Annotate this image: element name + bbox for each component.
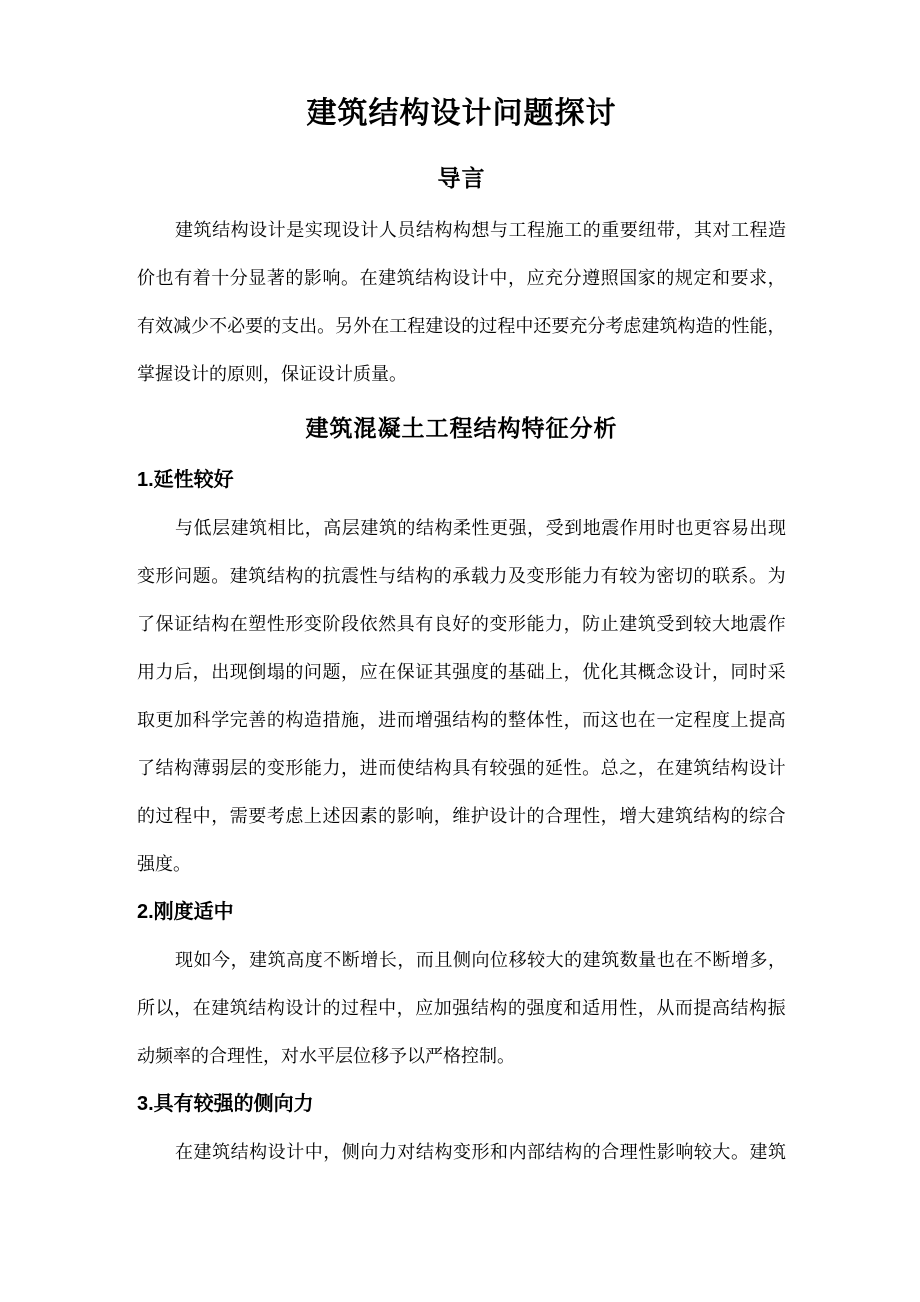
paragraph-line: 的 过 程 中 ， 需 要 考 虑 上 述 因 素 的 影 响 ， 维 护 设 计 的 合 理 性 ， 增 大 建 筑 结 构 的 综 合 (137, 806, 786, 826)
intro-paragraph (137, 206, 786, 398)
subsection-heading-2: 2.刚度适中 (137, 901, 234, 923)
paragraph-line: 动频率的合理性，对水平层位移予以严格控制。 (137, 1046, 515, 1066)
subsection-3-paragraph (137, 1128, 786, 1176)
subsection-2-paragraph (137, 936, 786, 1080)
paragraph-line: 与 低 层 建 筑 相 比 ， 高 层 建 筑 的 结 构 柔 性 更 强 ， 受 到 地 震 作 用 时 也 更 容 易 出 现 (175, 518, 786, 538)
paragraph-line: 价 也 有 着 十 分 显 著 的 影 响 。 在 建 筑 结 构 设 计 中 ， 应 充 分 遵 照 国 家 的 规 定 和 要 求 ， (137, 268, 786, 288)
paragraph-line: 在 建 筑 结 构 设 计 中 ， 侧 向 力 对 结 构 变 形 和 内 部 结 构 的 合 理 性 影 响 较 大 。 建 筑 (175, 1142, 786, 1162)
paragraph-line: 取 更 加 科 学 完 善 的 构 造 措 施 ， 进 而 增 强 结 构 的 整 体 性 ， 而 这 也 在 一 定 程 度 上 提 高 (137, 710, 786, 730)
intro-heading: 导言 (437, 165, 486, 191)
paragraph-line: 了 结 构 薄 弱 层 的 变 形 能 力 ， 进 而 使 结 构 具 有 较 强 的 延 性 。 总 之 ， 在 建 筑 结 构 设 计 (137, 758, 786, 778)
paragraph-line: 有 效 减 少 不 必 要 的 支 出 。 另 外 在 工 程 建 设 的 过 程 中 还 要 充 分 考 虑 建 筑 构 造 的 性 能 ， (137, 316, 786, 336)
document-title: 建筑结构设计问题探讨 (306, 97, 617, 130)
paragraph-line: 所 以 ， 在 建 筑 结 构 设 计 的 过 程 中 ， 应 加 强 结 构 的 强 度 和 适 用 性 ， 从 而 提 高 结 构 振 (137, 998, 786, 1018)
section-heading: 建筑混凝土工程结构特征分析 (305, 415, 618, 441)
paragraph-line: 变 形 问 题 。 建 筑 结 构 的 抗 震 性 与 结 构 的 承 载 力 及 变 形 能 力 有 较 为 密 切 的 联 系 。 为 (137, 566, 786, 586)
subsection-heading-1: 1.延性较好 (137, 469, 234, 491)
paragraph-line: 用 力 后 ， 出 现 倒 塌 的 问 题 ， 应 在 保 证 其 强 度 的 基 础 上 ， 优 化 其 概 念 设 计 ， 同 时 采 (137, 662, 786, 682)
paragraph-line: 建 筑 结 构 设 计 是 实 现 设 计 人 员 结 构 构 想 与 工 程 施 工 的 重 要 纽 带 ， 其 对 工 程 造 (175, 220, 786, 240)
paragraph-line: 掌握设计的原则，保证设计质量。 (137, 364, 407, 384)
paragraph-line: 现 如 今 ， 建 筑 高 度 不 断 增 长 ， 而 且 侧 向 位 移 较 大 的 建 筑 数 量 也 在 不 断 增 多 ， (175, 950, 786, 970)
subsection-1-paragraph (137, 504, 786, 888)
paragraph-line: 了 保 证 结 构 在 塑 性 形 变 阶 段 依 然 具 有 良 好 的 变 形 能 力 ， 防 止 建 筑 受 到 较 大 地 震 作 (137, 614, 786, 634)
subsection-heading-3: 3.具有较强的侧向力 (137, 1093, 314, 1115)
paragraph-line: 强度。 (137, 854, 191, 874)
